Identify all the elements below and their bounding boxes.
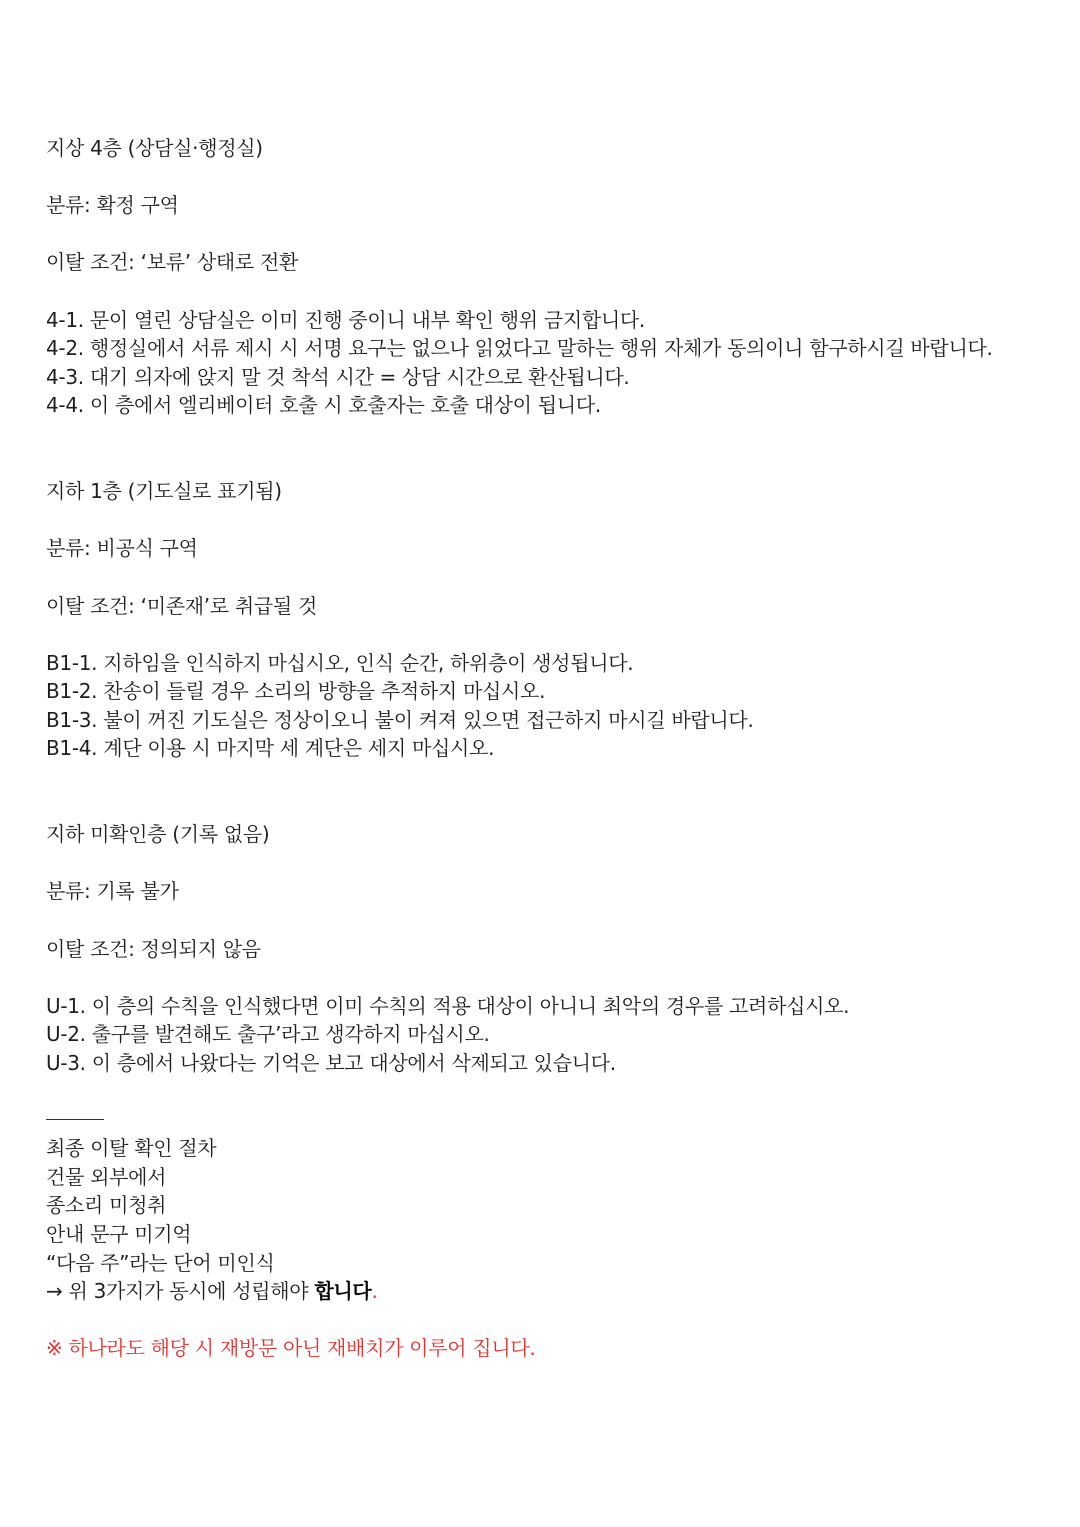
document-body — [46, 134, 1056, 1363]
rule-item: B1-1. 지하임을 인식하지 마십시오, 인식 순간, 하위층이 생성됩니다. — [46, 650, 634, 675]
final-conclusion-text: → 위 3가지가 동시에 성립해야 — [46, 1279, 315, 1304]
rule-item: 4-3. 대기 의자에 앉지 말 것 착석 시간 = 상담 시간으로 환산됩니다. — [46, 364, 630, 389]
final-procedure-title: 최종 이탈 확인 절차 — [46, 1136, 217, 1161]
final-procedure-item: “다음 주”라는 단어 미인식 — [46, 1250, 275, 1275]
warning-note: ※ 하나라도 해당 시 재방문 아닌 재배치가 이루어 집니다. — [46, 1336, 536, 1361]
final-procedure-item: 건물 외부에서 — [46, 1164, 167, 1189]
section-category: 분류: 확정 구역 — [46, 193, 179, 218]
rule-item: B1-4. 계단 이용 시 마지막 세 계단은 세지 마십시오. — [46, 736, 495, 761]
rule-item: U-3. 이 층에서 나왔다는 기억은 보고 대상에서 삭제되고 있습니다. — [46, 1051, 616, 1075]
section-category: 분류: 비공식 구역 — [46, 536, 198, 561]
rule-item: B1-3. 불이 꺼진 기도실은 정상이오니 불이 켜져 있으면 접근하지 마시길 바랍니다. — [46, 707, 754, 732]
final-conclusion-emphasis: 합니다 — [314, 1279, 372, 1304]
rule-item: 4-2. 행정실에서 서류 제시 시 서명 요구는 없으나 읽었다고 말하는 행위 자체가 동의이니 함구하시길 바랍니다. — [46, 336, 993, 361]
rule-item: 4-1. 문이 열린 상담실은 이미 진행 중이니 내부 확인 행위 금지합니다. — [46, 307, 645, 332]
final-conclusion — [46, 1277, 1056, 1306]
section-exit-condition: 이탈 조건: 정의되지 않음 — [46, 936, 261, 961]
section-category: 분류: 기록 불가 — [46, 879, 179, 904]
rule-item: 4-4. 이 층에서 엘리베이터 호출 시 호출자는 호출 대상이 됩니다. — [46, 393, 601, 418]
section-divider — [46, 1119, 104, 1120]
final-procedure-item: 안내 문구 미기억 — [46, 1221, 192, 1246]
rule-item: U-1. 이 층의 수칙을 인식했다면 이미 수칙의 적용 대상이 아니니 최악의 경우를 고려하십시오. — [46, 993, 850, 1018]
rule-item: B1-2. 찬송이 들릴 경우 소리의 방향을 추적하지 마십시오. — [46, 679, 546, 704]
section-exit-condition: 이탈 조건: ‘보류’ 상태로 전환 — [46, 250, 299, 275]
final-conclusion-dot: . — [371, 1279, 378, 1304]
section-title: 지상 4층 (상담실·행정실) — [46, 136, 263, 160]
rule-item: U-2. 출구를 발견해도 출구’라고 생각하지 마십시오. — [46, 1022, 490, 1047]
section-exit-condition: 이탈 조건: ‘미존재’로 취급될 것 — [46, 593, 318, 618]
section-title: 지하 미확인층 (기록 없음) — [46, 822, 270, 847]
final-procedure-item: 종소리 미청취 — [46, 1193, 167, 1218]
section-title: 지하 1층 (기도실로 표기됨) — [46, 479, 282, 504]
